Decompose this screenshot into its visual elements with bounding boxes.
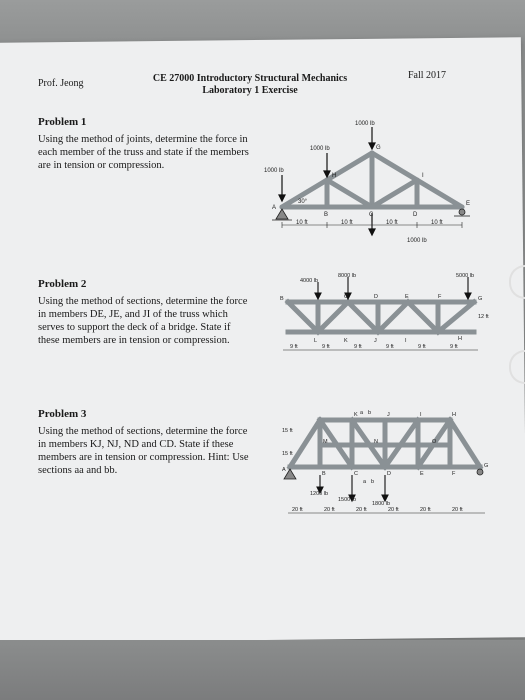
truss-1-node-b: B xyxy=(324,212,329,218)
truss-3-node-f: F xyxy=(452,471,456,477)
truss-3-section-a: a xyxy=(360,410,364,416)
truss-3-section-a-bottom: a xyxy=(363,479,367,485)
truss-1-node-g: G xyxy=(376,145,381,151)
figure-1-truss xyxy=(262,115,482,255)
truss-1-span-3: 10 ft xyxy=(386,220,398,226)
course-title xyxy=(130,73,370,97)
truss-1-angle-label: 30° xyxy=(298,199,308,205)
truss-1-node-h: H xyxy=(332,173,337,179)
truss-2-node-b: B xyxy=(280,296,284,302)
truss-3-span-4: 20 ft xyxy=(388,507,399,513)
truss-3-span-5: 20 ft xyxy=(420,507,431,513)
truss-3-section-b: b xyxy=(368,410,372,416)
truss-2-load-1-label: 4000 lb xyxy=(300,278,319,284)
truss-1-load-2-label: 1000 lb xyxy=(310,146,330,152)
truss-3-span-3: 20 ft xyxy=(356,507,367,513)
truss-3-span-2: 20 ft xyxy=(324,507,335,513)
truss-1-load-3-label: 1000 lb xyxy=(355,121,375,127)
truss-3-load-2-label: 1500 lb xyxy=(338,497,357,503)
problem-2-title: Problem 2 xyxy=(38,278,87,290)
truss-3-section-b-bottom: b xyxy=(371,479,375,485)
truss-3-span-6: 20 ft xyxy=(452,507,463,513)
truss-2-load-2-label: 8000 lb xyxy=(338,273,357,279)
truss-2-node-e: E xyxy=(405,294,409,300)
truss-3-node-o: O xyxy=(432,439,437,445)
truss-3-height-upper: 15 ft xyxy=(282,428,293,434)
truss-2-members xyxy=(288,302,474,332)
background-bottom xyxy=(0,640,525,700)
truss-1-node-a: A xyxy=(272,205,277,211)
truss-2-node-g: G xyxy=(478,296,483,302)
truss-3-node-n: N xyxy=(374,439,378,445)
truss-3-node-b: B xyxy=(322,471,326,477)
truss-3-node-j: J xyxy=(387,412,390,418)
truss-3-node-k: K xyxy=(354,412,358,418)
truss-1-node-c: C xyxy=(369,212,374,218)
course-title-line2: Laboratory 1 Exercise xyxy=(202,85,298,96)
truss-3-span-1: 20 ft xyxy=(292,507,303,513)
term: Fall 2017 xyxy=(408,70,447,81)
truss-2-node-l: L xyxy=(314,338,318,344)
problem-1-text: Using the method of joints, determine the force in each member of the truss and state if the members are in tension or compression. xyxy=(38,134,249,171)
truss-1-node-i: I xyxy=(422,173,424,179)
problem-3-text: Using the method of sections, determine the force in members KJ, NJ, ND and CD. State if these members are in tension or compression. Hint: Use sections aa and bb. xyxy=(38,426,249,476)
truss-2-node-f: F xyxy=(438,294,442,300)
truss-2-node-c: C xyxy=(344,294,348,300)
truss-1-node-d: D xyxy=(413,212,418,218)
truss-3-node-d: D xyxy=(387,471,391,477)
truss-2-span-3: 9 ft xyxy=(354,344,362,350)
truss-3-load-3-label: 1800 lb xyxy=(372,501,391,507)
truss-2-node-j: J xyxy=(374,338,377,344)
problem-2-text: Using the method of sections, determine the force in members DE, JE, and JI of the truss which serves to support the deck of a bridge. State if these members are in tension or compression. xyxy=(38,296,248,346)
truss-2-node-i: I xyxy=(405,338,407,344)
truss-2-span-1: 9 ft xyxy=(290,344,298,350)
truss-2-node-h: H xyxy=(458,336,462,342)
truss-1-load-4-label: 1000 lb xyxy=(407,238,427,244)
course-title-line1: CE 27000 Introductory Structural Mechanics xyxy=(152,73,348,84)
figure-2-bridge-truss xyxy=(278,272,493,357)
truss-3-members xyxy=(290,420,480,467)
truss-3-node-i: I xyxy=(420,412,422,418)
truss-1-span-4: 10 ft xyxy=(431,220,443,226)
truss-1-load-1-label: 1000 lb xyxy=(264,168,284,174)
truss-2-height: 12 ft xyxy=(478,314,489,320)
truss-1-span-1: 10 ft xyxy=(296,220,308,226)
truss-2-span-5: 9 ft xyxy=(418,344,426,350)
truss-1-span-2: 10 ft xyxy=(341,220,353,226)
truss-2-load-3-label: 5000 lb xyxy=(456,273,475,279)
truss-2-span-2: 9 ft xyxy=(322,344,330,350)
truss-3-node-c: C xyxy=(354,471,358,477)
problem-1-title: Problem 1 xyxy=(38,116,87,128)
truss-3-node-g: G xyxy=(484,463,489,469)
truss-3-node-h: H xyxy=(452,412,456,418)
truss-3-node-m: M xyxy=(323,439,328,445)
truss-3-node-e: E xyxy=(420,471,424,477)
problem-3-title: Problem 3 xyxy=(38,408,87,420)
truss-3-node-a: A xyxy=(282,467,286,473)
truss-2-span-6: 9 ft xyxy=(450,344,458,350)
truss-2-load-arrows xyxy=(315,277,471,299)
truss-2-node-k: K xyxy=(344,338,348,344)
instructor-name: Prof. Jeong xyxy=(38,78,84,89)
truss-2-span-4: 9 ft xyxy=(386,344,394,350)
figure-3-truss xyxy=(280,405,495,522)
truss-1-node-e: E xyxy=(466,201,471,207)
truss-3-load-1-label: 1200 lb xyxy=(310,491,329,497)
truss-2-node-d: D xyxy=(374,294,378,300)
truss-1-members xyxy=(282,153,462,207)
truss-3-height-lower: 15 ft xyxy=(282,451,293,457)
